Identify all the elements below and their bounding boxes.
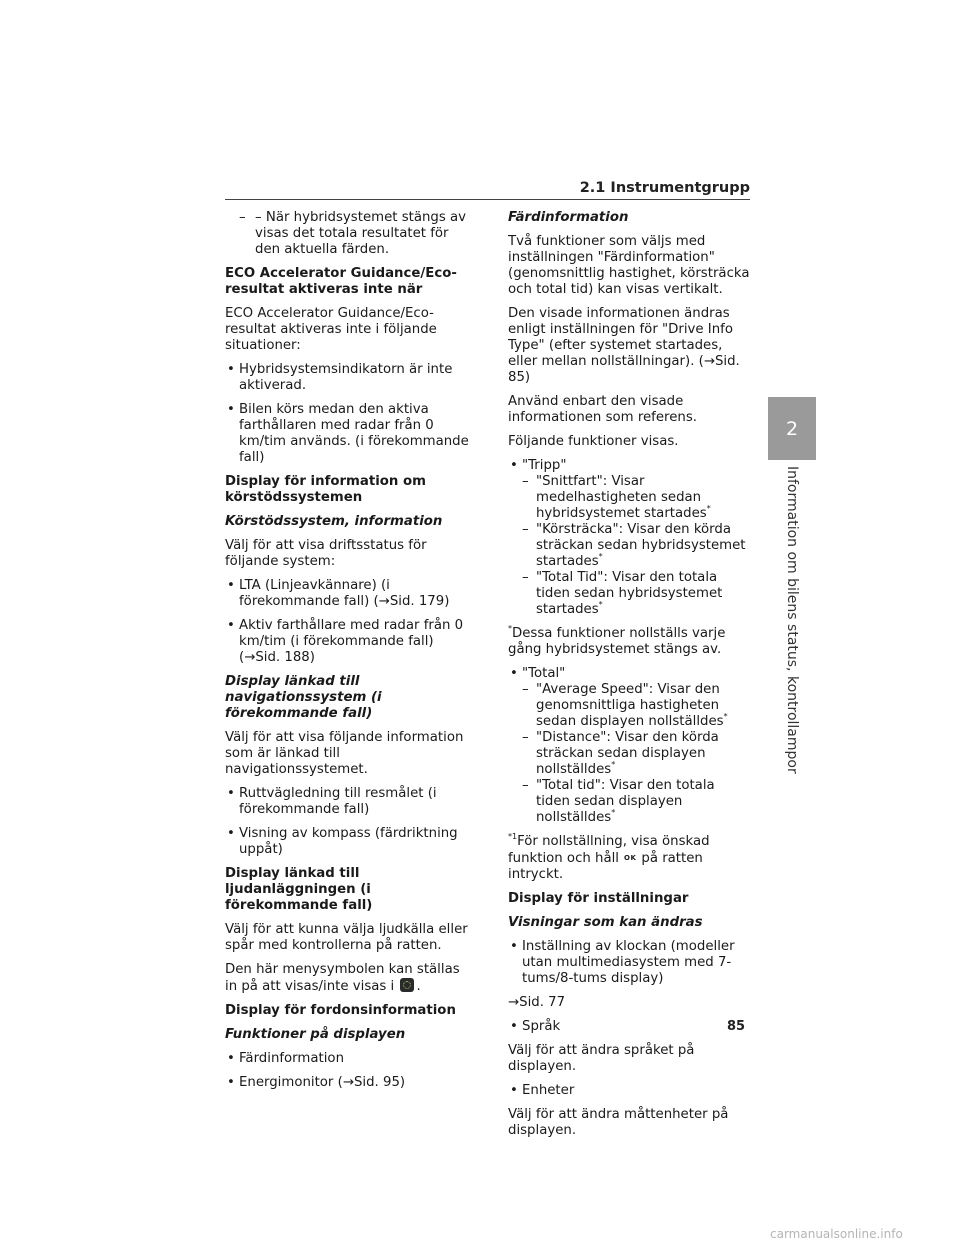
bullet-item: • LTA (Linjeavkännare) (i förekommande fall) (→Sid. 179) [225,578,470,610]
paragraph: Två funktioner som väljs med inställningen "Färdinformation" (genomsnittlig hastighet, körsträcka och total tid) kan visas vertikalt. [508,234,750,297]
paragraph: Den visade informationen ändras enligt inställningen för "Drive Info Type" (efter systemet startades, eller mellan nollställningar). (→Sid. 85) [508,306,740,385]
subheading-changeable-displays: Visningar som kan ändras [508,915,703,930]
section-title: 2.1 Instrumentgrupp [579,180,750,196]
total-group [508,666,750,826]
heading-settings-display: Display för inställningar [508,891,689,906]
paragraph-text: Den här menysymbolen kan ställas in på att visas/inte visas i [225,962,460,994]
bullet-item: • Bilen körs medan den aktiva farthållaren med radar från 0 km/tim används. (i förekommande fall) [225,402,470,466]
ok-button-icon: OK [624,854,637,862]
footnote-marker: *1 [508,832,518,841]
paragraph-menu-icon [225,962,470,995]
bullet-item: • Hybridsystemsindikatorn är inte aktiverad. [225,362,470,394]
footnote-text: Dessa funktioner nollställs varje gång hybridsystemet stängs av. [508,626,726,657]
bullet-item: • Visning av kompass (färdriktning uppåt) [225,826,470,858]
heading-eco-guidance: ECO Accelerator Guidance/Eco-resultat aktiveras inte när [225,266,457,297]
subheading-display-functions: Funktioner på displayen [225,1027,406,1042]
paragraph: Välj för att ändra språket på displayen. [508,1043,695,1074]
footnote-text: För nollställning, visa önskad funktion och håll [508,834,710,866]
header-divider [225,199,750,200]
bullet-item: • Färdinformation [225,1051,470,1067]
paragraph: Välj för att visa följande information som är länkad till navigationssystemet. [225,730,464,777]
dash-item [508,522,750,570]
subheading-navigation: Display länkad till navigationssystem (i förekommande fall) [225,674,382,721]
paragraph: Följande funktioner visas. [508,434,679,449]
dash-text: "Distance": Visar den körda sträckan sedan displayen nollställdes [536,730,719,777]
dash-text: "Körsträcka": Visar den körda sträckan sedan hybridsystemet startades [536,522,746,569]
dash-item: – – När hybridsystemet stängs av visas det totala resultatet för den aktuella färden. [225,210,470,258]
footnote-text: på ratten intryckt. [508,851,703,882]
dash-item [508,778,750,826]
paragraph: Välj för att visa driftsstatus för följande system: [225,538,427,569]
footnote [508,626,750,658]
subheading-trip-info: Färdinformation [508,210,629,225]
heading-vehicle-info: Display för fordonsinformation [225,1003,456,1018]
paragraph-end: . [416,979,421,994]
subheading-driving-support-info: Körstödssystem, information [225,514,443,529]
footnote-marker: * [723,712,728,721]
page-number: 85 [727,1019,746,1034]
footnote-marker: * [611,808,616,817]
chapter-number: 2 [785,417,799,440]
watermark: carmanualsonline.info [770,1227,903,1241]
paragraph: Använd enbart den visade informationen som referens. [508,394,697,425]
footnote-marker: * [598,600,603,609]
right-column [508,210,750,1147]
bullet-item: • Ruttvägledning till resmålet (i förekommande fall) [225,786,470,818]
dash-item [508,730,750,778]
bullet-item: • Enheter [508,1083,750,1099]
footnote-marker: * [598,552,603,561]
footnote-reset [508,834,750,883]
paragraph: ECO Accelerator Guidance/Eco-resultat aktiveras inte i följande situationer: [225,306,437,353]
dash-text: "Average Speed": Visar den genomsnittliga hastigheten sedan displayen nollställdes [536,682,724,729]
dash-item [508,682,750,730]
left-column [225,210,470,1099]
dash-text: "Total tid": Visar den totala tiden sedan displayen nollställdes [536,778,715,825]
footnote-marker: * [508,624,512,633]
paragraph: Välj för att kunna välja ljudkälla eller spår med kontrollerna på ratten. [225,922,468,953]
settings-gear-icon [400,978,414,992]
paragraph: Välj för att ändra måttenheter på displayen. [508,1107,729,1138]
trip-group [508,458,750,618]
dash-item [508,474,750,522]
chapter-title-vertical: Information om bilens status, kontrollampor [784,466,800,774]
heading-driving-support: Display för information om körstödssystemen [225,474,427,505]
page-reference: →Sid. 77 [508,995,566,1010]
dash-text: "Snittfart": Visar medelhastigheten sedan hybridsystemet startades [536,474,707,521]
bullet-item: • Inställning av klockan (modeller utan multimediasystem med 7-tums/8-tums display) [508,939,750,987]
chapter-tab [768,397,816,460]
bullet-item: • Språk [508,1019,750,1035]
dash-text: "Total Tid": Visar den totala tiden sedan hybridsystemet startades [536,570,723,617]
bullet-item: • Energimonitor (→Sid. 95) [225,1075,470,1091]
bullet-item: • "Tripp" [508,458,750,474]
footnote-marker: * [611,760,616,769]
bullet-item: • Aktiv farthållare med radar från 0 km/tim (i förekommande fall) (→Sid. 188) [225,618,470,666]
heading-audio: Display länkad till ljudanläggningen (i förekommande fall) [225,866,373,913]
dash-item [508,570,750,618]
bullet-item: • "Total" [508,666,750,682]
footnote-marker: * [706,504,711,513]
